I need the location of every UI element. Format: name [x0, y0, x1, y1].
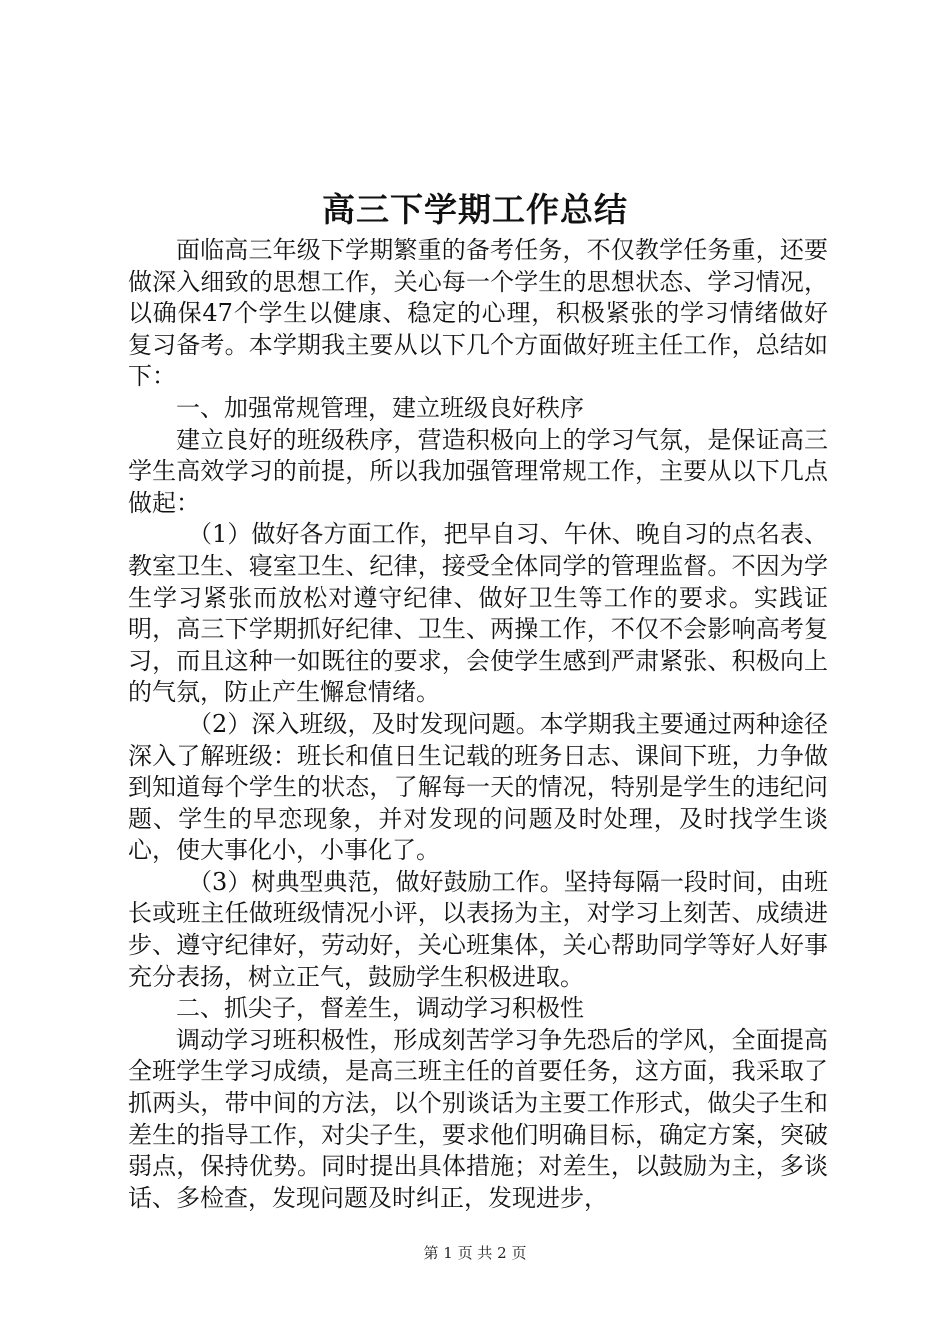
page-footer: 第 1 页 共 2 页 [423, 1244, 527, 1262]
paragraph-section-1: 建立良好的班级秩序，营造积极向上的学习气氛，是保证高三学生高效学习的前提，所以我加强管理常规工作，主要从以下几点做起： [128, 425, 828, 517]
paragraph-point-2: （2）深入班级，及时发现问题。本学期我主要通过两种途径深入了解班级：班长和值日生记载的班务日志、课间下班，力争做到知道每个学生的状态，了解每一天的情况，特别是学生的违纪问题、学生的早恋现象，并对发现的问题及时处理，及时找学生谈心，使大事化小，小事化了。 [128, 709, 828, 865]
document-title: 高三下学期工作总结 [322, 190, 628, 229]
paragraph-section-2: 调动学习班积极性，形成刻苦学习争先恐后的学风，全面提高全班学生学习成绩，是高三班主任的首要任务，这方面，我采取了抓两头，带中间的方法，以个别谈话为主要工作形式，做尖子生和差生的指导工作，对尖子生，要求他们明确目标，确定方案，突破弱点，保持优势。同时提出具体措施；对差生，以鼓励为主，多谈话、多检查，发现问题及时纠正，发现进步， [128, 1025, 828, 1212]
paragraph-point-1: （1）做好各方面工作，把早自习、午休、晚自习的点名表、教室卫生、寝室卫生、纪律，接受全体同学的管理监督。不因为学生学习紧张而放松对遵守纪律、做好卫生等工作的要求。实践证明，高三下学期抓好纪律、卫生、两操工作，不仅不会影响高考复习，而且这种一如既往的要求，会使学生感到严肃紧张、积极向上的气氛，防止产生懈怠情绪。 [128, 520, 828, 707]
section-heading-2: 二、抓尖子，督差生，调动学习积极性 [176, 994, 584, 1023]
document-body [128, 235, 828, 1214]
paragraph-point-3: （3）树典型典范，做好鼓励工作。坚持每隔一段时间，由班长或班主任做班级情况小评，以表扬为主，对学习上刻苦、成绩进步、遵守纪律好，劳动好，关心班集体，关心帮助同学等好人好事充分表扬，树立正气，鼓励学生积极进取。 [128, 867, 828, 991]
paragraph-intro: 面临高三年级下学期繁重的备考任务，不仅教学任务重，还要做深入细致的思想工作，关心每一个学生的思想状态、学习情况，以确保47个学生以健康、稳定的心理，积极紧张的学习情绪做好复习备考。本学期我主要从以下几个方面做好班主任工作，总结如下： [128, 236, 828, 391]
section-heading-1: 一、加强常规管理，建立班级良好秩序 [176, 393, 584, 422]
